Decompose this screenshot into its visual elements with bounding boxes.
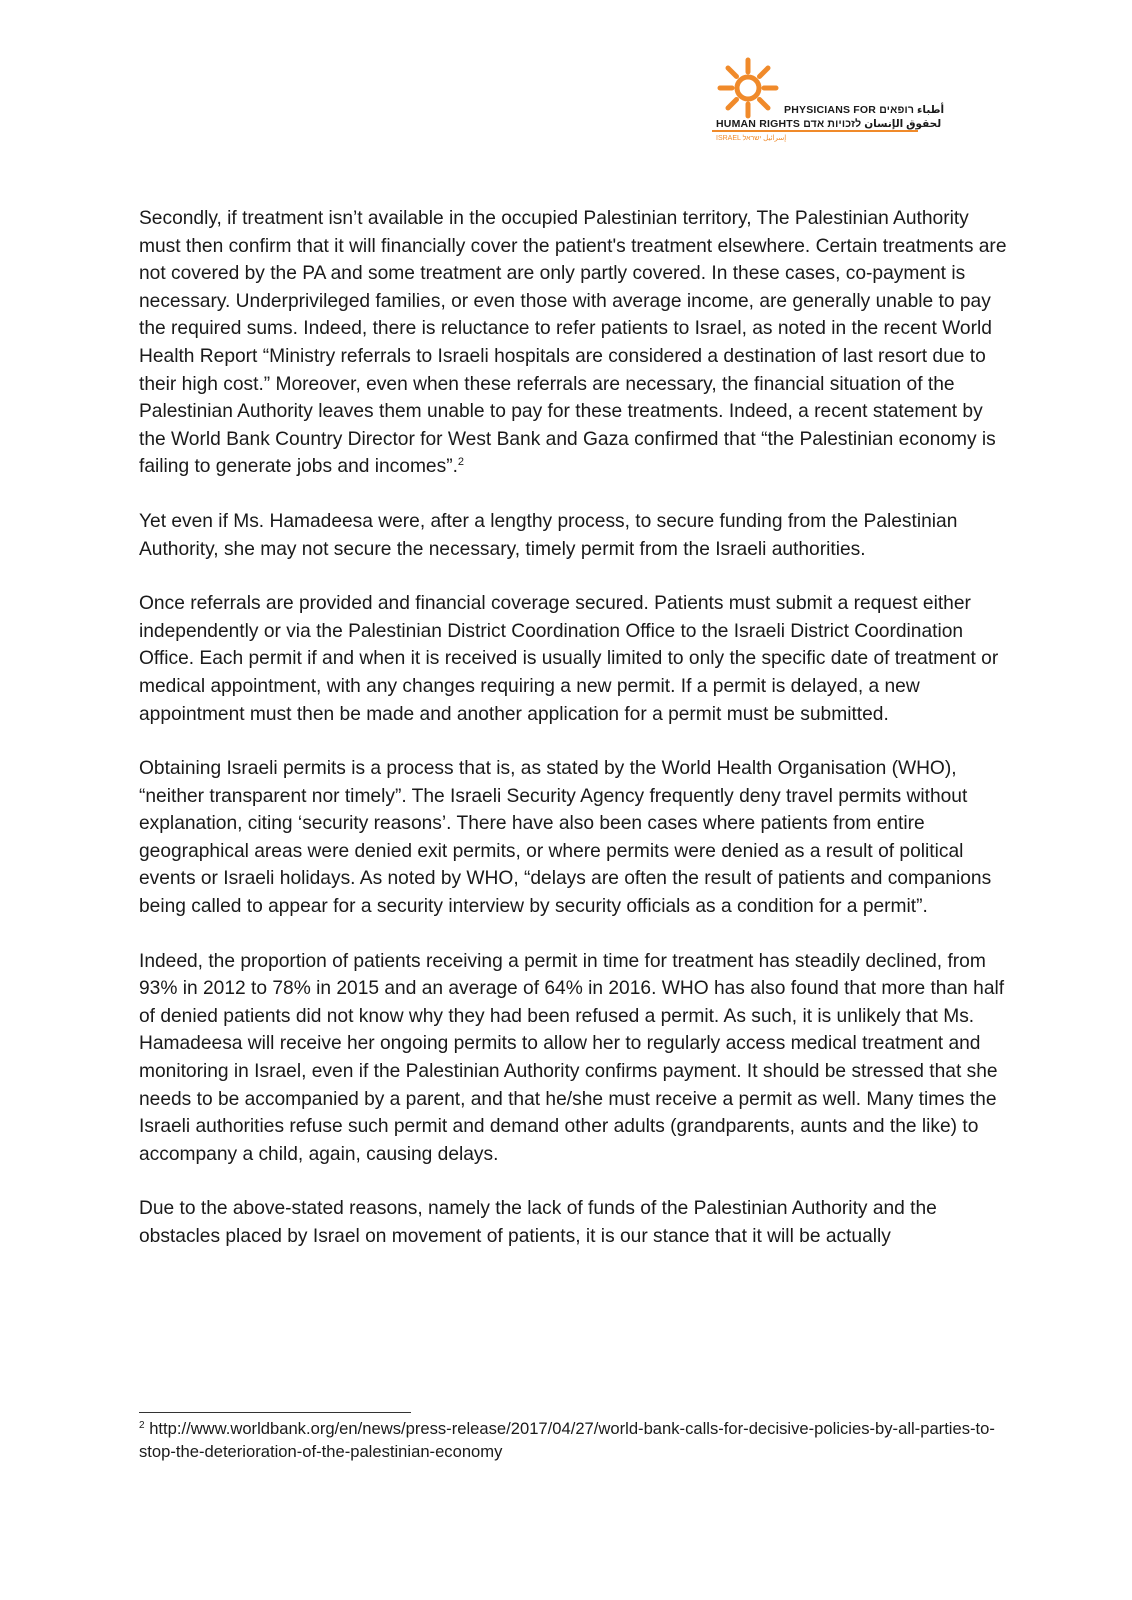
footnote-link[interactable]: http://www.worldbank.org/en/news/press-release/2017/04/27/world-bank-calls-for-decisive-policies-by-all-parties-to-stop-the-deterioration-of-the-palestinian-economy bbox=[139, 1419, 995, 1461]
organization-logo bbox=[712, 52, 945, 148]
paragraph: Indeed, the proportion of patients receiving a permit in time for treatment has steadily declined, from 93% in 2012 to 78% in 2015 and an average of 64% in 2016. WHO has also found that more than half of denied patients did not know why they had been refused a permit. As such, it is unlikely that Ms. Hamadeesa will receive her ongoing permits to allow her to regularly access medical treatment and monitoring in Israel, even if the Palestinian Authority confirms payment. It should be stressed that she needs to be accompanied by a parent, and that he/she must receive a permit as well. Many times the Israeli authorities refuse such permit and demand other adults (grandparents, aunts and the like) to accompany a child, again, causing delays. bbox=[139, 950, 1005, 1165]
footnote-separator bbox=[139, 1412, 411, 1413]
paragraph: Once referrals are provided and financial coverage secured. Patients must submit a request either independently or via the Palestinian District Coordination Office to the Israeli District Coordination Office. Each permit if and when it is received is usually limited to only the specific date of treatment or medical appointment, with any changes requiring a new permit. If a permit is delayed, a new appointment must then be made and another application for a permit must be submitted. bbox=[139, 593, 999, 725]
paragraph-text: Secondly, if treatment isn’t available in the occupied Palestinian territory, The Palestinian Authority must then confirm that it will financially cover the patient's treatment elsewhere. Certain treatments are not covered by the PA and some treatment are only partly covered. In these cases, co-payment is necessary. Underprivileged families, or even those with average income, are generally unable to pay the required sums. Indeed, there is reluctance to refer patients to Israel, as noted in the recent World Health Report “Ministry referrals to Israeli hospitals are considered a destination of last resort due to their high cost.” Moreover, even when these referrals are necessary, the financial situation of the Palestinian Authority leaves them unable to pay for these treatments. Indeed, a recent statement by the World Bank Country Director for West Bank and Gaza confirmed that “the Palestinian economy is failing to generate jobs and incomes”. bbox=[139, 208, 1007, 478]
sun-icon bbox=[716, 56, 780, 120]
footnote-reference[interactable]: 2 bbox=[457, 456, 465, 469]
paragraph: Obtaining Israeli permits is a process that is, as stated by the World Health Organisation (WHO), “neither transparent nor timely”. The Israeli Security Agency frequently deny travel permits without explanation, citing ‘security reasons’. There have also been cases where patients from entire geographical areas were denied exit permits, or where permits were denied as a result of political events or Israeli holidays. As noted by WHO, “delays are often the result of patients and companions being called to appear for a security interview by security officials as a condition for a permit”. bbox=[139, 758, 992, 918]
letter-body bbox=[139, 205, 1009, 1251]
paragraph: Yet even if Ms. Hamadeesa were, after a lengthy process, to secure funding from the Palestinian Authority, she may not secure the necessary, timely permit from the Israeli authorities. bbox=[139, 510, 958, 560]
footnote-number: 2 bbox=[139, 1420, 145, 1431]
paragraph bbox=[139, 205, 1009, 481]
logo-text-line-3: ISRAEL إسرائيل ישראל bbox=[716, 135, 787, 142]
logo-underline bbox=[712, 130, 918, 132]
footnote bbox=[139, 1418, 1009, 1463]
paragraph: Due to the above-stated reasons, namely the lack of funds of the Palestinian Authority and the obstacles placed by Israel on movement of patients, it is our stance that it will be actually bbox=[139, 1198, 937, 1247]
logo-text-line-2: HUMAN RIGHTS لحقوق الإنسان לזכויות אדם bbox=[716, 118, 942, 130]
logo-text-line-1: PHYSICIANS FOR أطباء רופאים bbox=[784, 104, 945, 116]
